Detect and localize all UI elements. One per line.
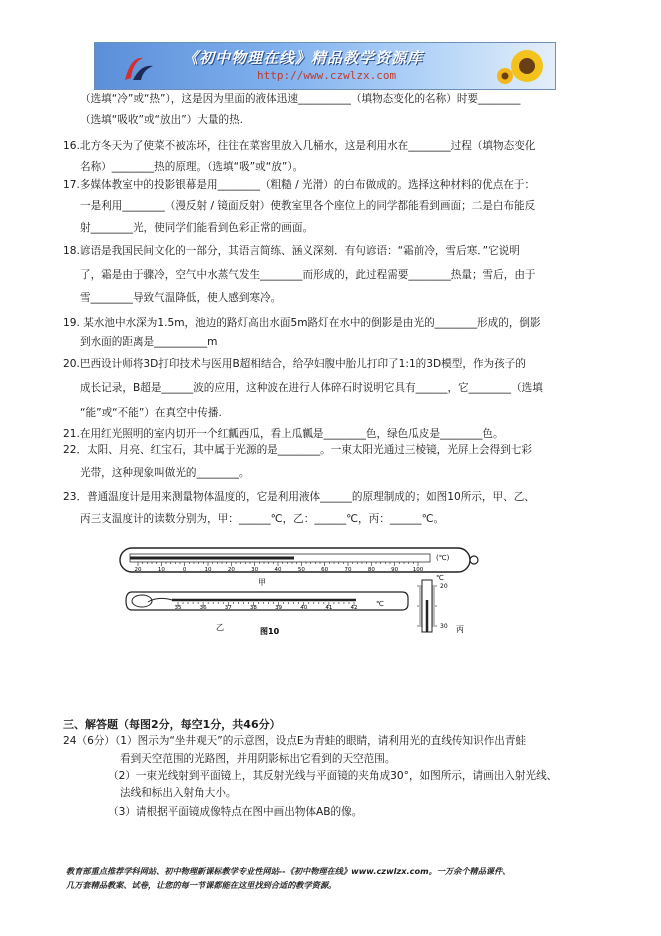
section-title: 三、解答题（每图2分，每空1分，共46分） bbox=[63, 718, 281, 731]
thermometer-jia-tick-label: 10 bbox=[157, 567, 165, 573]
thermometer-yi-tick-label: 37 bbox=[224, 605, 232, 611]
thermometer-yi-tick-label: 39 bbox=[275, 605, 283, 611]
banner-url[interactable]: http://www.czwlzx.com bbox=[257, 69, 397, 82]
text-line: 到水面的距离是__________m bbox=[80, 336, 218, 348]
q24-line: （3）请根据平面镜成像特点在图中画出物体AB的像。 bbox=[108, 806, 363, 818]
text-line: 19. 某水池中水深为1.5m，池边的路灯高出水面5m路灯在水中的倒影是由光的________形成的，倒影 bbox=[63, 317, 541, 329]
text-line: 了，霜是由于骤冷，空气中水蒸气发生________而形成的，此过程需要________热量；雪后，由于 bbox=[80, 269, 536, 281]
text-line: 光带，这种现象叫做光的________。 bbox=[80, 467, 250, 479]
header-banner bbox=[94, 42, 556, 90]
thermometer-yi-tick-label: 40 bbox=[300, 605, 308, 611]
thermometer-jia-tick-label: 40 bbox=[274, 567, 282, 573]
label-jia: 甲 bbox=[258, 578, 266, 587]
thermometer-yi-tick-label: 42 bbox=[350, 605, 358, 611]
thermometer-jia-unit: (℃) bbox=[436, 554, 450, 562]
text-line: 17.多媒体教室中的投影银幕是用________（粗糙 / 光滑）的白布做成的。选择这种材料的优点在于： bbox=[63, 179, 536, 191]
thermometer-bing-tick-label: 20 bbox=[440, 583, 448, 590]
text-line: （选填“冷”或“热”），这是因为里面的液体迅速__________（填物态变化的名称）时要________ bbox=[80, 93, 521, 105]
thermometer-jia bbox=[120, 548, 478, 573]
thermometer-jia-tick-label: 30 bbox=[251, 567, 259, 573]
footer-line: 教育部重点推荐学科网站、初中物理新课标教学专业性网站--《初中物理在线》www.czwlzx.com。一万余个精品课件、 bbox=[66, 866, 511, 876]
text-line: （选填“吸收”或“放出”）大量的热. bbox=[80, 114, 244, 126]
text-line: 名称）________热的原理。（选填“吸”或“放”）。 bbox=[80, 161, 304, 173]
text-line: 一是利用________（漫反射 / 镜面反射）使教室里各个座位上的同学都能看到画面；二是白布能反 bbox=[80, 200, 536, 212]
thermometer-bing-unit: ℃ bbox=[436, 574, 444, 582]
thermometer-jia-tick-label: 60 bbox=[321, 567, 329, 573]
thermometer-jia-tick-label: 80 bbox=[367, 567, 375, 573]
q24-line: （2）一束光线射到平面镜上，其反射光线与平面镜的夹角成30°，如图所示，请画出入射光线、 bbox=[108, 770, 558, 782]
text-line: 射________光，使同学们能看到色彩正常的画面。 bbox=[80, 222, 314, 234]
text-line: 16.北方冬天为了使菜不被冻坏，往往在菜窖里放入几桶水，这是利用水在________过程（填物态变化 bbox=[63, 140, 536, 152]
thermometer-bing bbox=[417, 574, 448, 632]
thermometer-jia-tick-label: 20 bbox=[227, 567, 235, 573]
text-line: “能”或“不能”）在真空中传播. bbox=[80, 407, 222, 419]
thermometer-jia-tick-label: 20 bbox=[134, 567, 142, 573]
thermometer-jia-tick-label: 50 bbox=[297, 567, 305, 573]
text-line: 21.在用红光照明的室内切开一个红瓤西瓜，看上瓜瓤是________色，绿色瓜皮是________色。 bbox=[63, 428, 504, 440]
footer-line: 几万套精品教案、试卷，让您的每一节课都能在这里找到合适的教学资源。 bbox=[66, 880, 337, 890]
thermometer-bing-tick-label: 30 bbox=[440, 623, 448, 630]
site-logo-icon bbox=[121, 52, 157, 84]
q24-line: 看到天空范围的光路图，并用阴影标出它看到的天空范围。 bbox=[120, 753, 396, 765]
thermometer-yi-tick-label: 36 bbox=[199, 605, 207, 611]
thermometer-jia-tick-label: 70 bbox=[344, 567, 352, 573]
thermometer-jia-tick-label: 0 bbox=[182, 567, 187, 573]
label-yi: 乙 bbox=[216, 623, 224, 632]
text-line: 雪________导致气温降低，使人感到寒冷。 bbox=[80, 292, 282, 304]
thermometer-jia-tick-label: 10 bbox=[204, 567, 212, 573]
text-line: 23．普通温度计是用来测量物体温度的，它是利用液体______的原理制成的；如图10所示，甲、乙、 bbox=[63, 491, 535, 503]
text-line: 18.谚语是我国民间文化的一部分，其语言简练、涵义深刻．有句谚语：“霜前冷，雪后寒．”它说明 bbox=[63, 245, 520, 257]
thermometer-yi-unit: ℃ bbox=[376, 600, 384, 608]
text-line: 20.巴西设计师将3D打印技术与医用B超相结合，给孕妇腹中胎儿打印了1:1的3D模型，作为孩子的 bbox=[63, 358, 526, 370]
thermometer-yi-tick-label: 35 bbox=[174, 605, 182, 611]
thermometer-jia-tick-label: 90 bbox=[391, 567, 399, 573]
thermometer-jia-tick-label: 100 bbox=[412, 567, 424, 573]
label-bing: 丙 bbox=[456, 625, 464, 634]
banner-title: 《初中物理在线》精品教学资源库 bbox=[183, 49, 424, 67]
figure-caption: 图10 bbox=[260, 627, 280, 636]
thermometer-yi-tick-label: 41 bbox=[325, 605, 333, 611]
text-line: 成长记录，B超是______波的应用，这种波在进行人体碎石时说明它具有______，它________（选填 bbox=[80, 382, 543, 394]
text-line: 22．太阳、月亮、红宝石，其中属于光源的是________。一束太阳光通过三棱镜，光屏上会得到七彩 bbox=[63, 444, 533, 456]
thermometer-yi bbox=[126, 592, 408, 611]
thermometer-yi-tick-label: 38 bbox=[249, 605, 257, 611]
sunflower-icon bbox=[497, 46, 551, 86]
q24-line: 24（6分）（1）图示为“坐井观天”的示意图，设点E为青蛙的眼睛，请利用光的直线传知识作出青蛙 bbox=[63, 735, 527, 747]
text-line: 丙三支温度计的读数分别为，甲：______℃，乙：______℃，丙：______℃。 bbox=[80, 513, 445, 525]
q24-line: 法线和标出入射角大小。 bbox=[120, 787, 237, 799]
figure-10-thermometers bbox=[118, 540, 480, 640]
